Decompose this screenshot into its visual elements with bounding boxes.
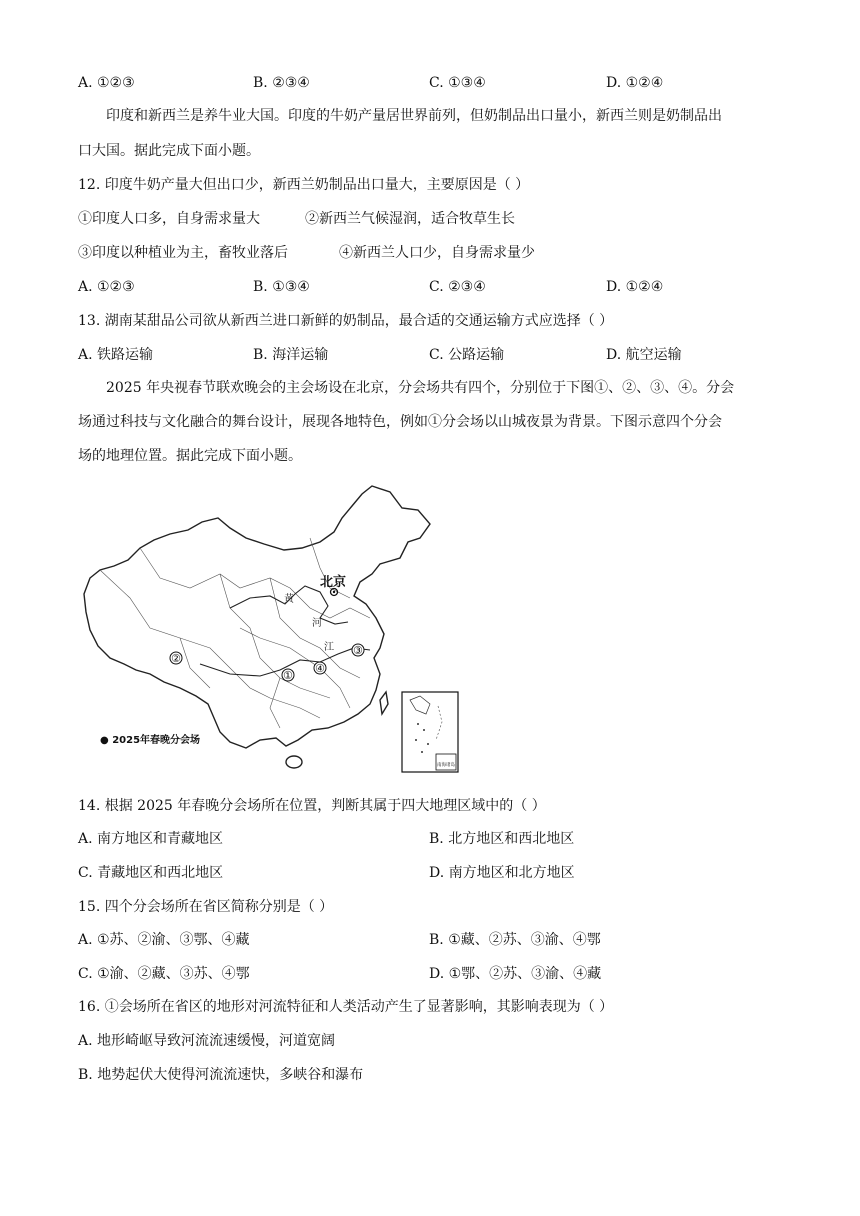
q14-options-row1 [78, 829, 778, 849]
q15-option-b: B. ①藏、②苏、③渝、④鄂 [429, 932, 601, 948]
q12-statement-1: ①印度人口多，自身需求量大 [78, 211, 260, 227]
q12-statement-2: ②新西兰气候湿润，适合牧草生长 [305, 211, 515, 227]
passage2-line1: 2025 年央视春节联欢晚会的主会场设在北京，分会场共有四个，分别位于下图①、②、③、④。分会 [106, 380, 735, 396]
river-label-chang: 江 [324, 642, 334, 653]
q14-option-c: C. 青藏地区和西北地区 [78, 865, 224, 881]
q13-stem: 13. 湖南某甜品公司欲从新西兰进口新鲜的奶制品，最合适的交通运输方式应选择（ ） [78, 313, 614, 329]
q15-option-c: C. ①渝、②藏、③苏、④鄂 [78, 966, 250, 982]
q12-statement-4: ④新西兰人口少，自身需求量少 [339, 245, 535, 261]
q15-options-row1 [78, 930, 778, 950]
inset-label: 南海诸岛 [437, 763, 455, 768]
passage2-line2: 场通过科技与文化融合的舞台设计，展现各地特色，例如①分会场以山城夜景为背景。下图示意四个分会 [78, 414, 722, 430]
china-outline [84, 486, 430, 748]
taiwan-island [380, 692, 388, 714]
q15-option-d: D. ①鄂、②苏、③渝、④藏 [429, 966, 602, 982]
q12-options [78, 277, 778, 297]
passage1-line1: 印度和新西兰是养牛业大国。印度的牛奶产量居世界前列，但奶制品出口量小，新西兰则是奶制品出 [106, 108, 722, 124]
venue-label-2: ② [171, 652, 181, 665]
q13-option-b: B. 海洋运输 [253, 347, 329, 363]
beijing-label: 北京 [320, 575, 347, 590]
river-label-huang: 黄 [284, 594, 294, 605]
q12-option-a: A. ①②③ [78, 279, 135, 295]
q12-statement-3: ③印度以种植业为主，畜牧业落后 [78, 245, 288, 261]
q11-option-b: B. ②③④ [253, 75, 310, 91]
q16-option-b: B. 地势起伏大使得河流流速快，多峡谷和瀑布 [78, 1067, 364, 1083]
q13-option-d: D. 航空运输 [606, 347, 682, 363]
q13-options [78, 345, 778, 365]
q15-option-a: A. ①苏、②渝、③鄂、④藏 [78, 932, 250, 948]
river-label-he: 河 [312, 618, 322, 629]
q13-option-c: C. 公路运输 [429, 347, 505, 363]
venue-label-4: ④ [315, 662, 325, 675]
q14-option-a: A. 南方地区和青藏地区 [78, 831, 224, 847]
q13-option-a: A. 铁路运输 [78, 347, 154, 363]
south-china-sea-inset [402, 692, 458, 772]
q12-option-d: D. ①②④ [606, 279, 664, 295]
q14-option-d: D. 南方地区和北方地区 [429, 865, 575, 881]
q12-stem: 12. 印度牛奶产量大但出口少，新西兰奶制品出口量大，主要原因是（ ） [78, 177, 530, 193]
q12-option-c: C. ②③④ [429, 279, 486, 295]
q11-option-a: A. ①②③ [78, 75, 135, 91]
q15-stem: 15. 四个分会场所在省区简称分别是（ ） [78, 899, 334, 915]
venue-label-1: ① [283, 669, 293, 682]
venue-label-3: ③ [353, 644, 363, 657]
q11-options [78, 73, 778, 93]
hainan-island [286, 756, 302, 768]
q16-stem: 16. ①会场所在省区的地形对河流特征和人类活动产生了显著影响，其影响表现为（ ） [78, 999, 614, 1015]
q16-option-a: A. 地形崎岖导致河流流速缓慢，河道宽阔 [78, 1033, 336, 1049]
map-legend: ● 2025年春晚分会场 [100, 735, 201, 746]
q14-stem: 14. 根据 2025 年春晚分会场所在位置，判断其属于四大地理区域中的（ ） [78, 798, 546, 814]
q15-options-row2 [78, 964, 778, 984]
q14-option-b: B. 北方地区和西北地区 [429, 831, 575, 847]
q12-option-b: B. ①③④ [253, 279, 310, 295]
q14-options-row2 [78, 863, 778, 883]
q11-option-c: C. ①③④ [429, 75, 486, 91]
passage1-line2: 口大国。据此完成下面小题。 [78, 143, 260, 159]
q11-option-d: D. ①②④ [606, 75, 664, 91]
passage2-line3: 场的地理位置。据此完成下面小题。 [78, 448, 302, 464]
